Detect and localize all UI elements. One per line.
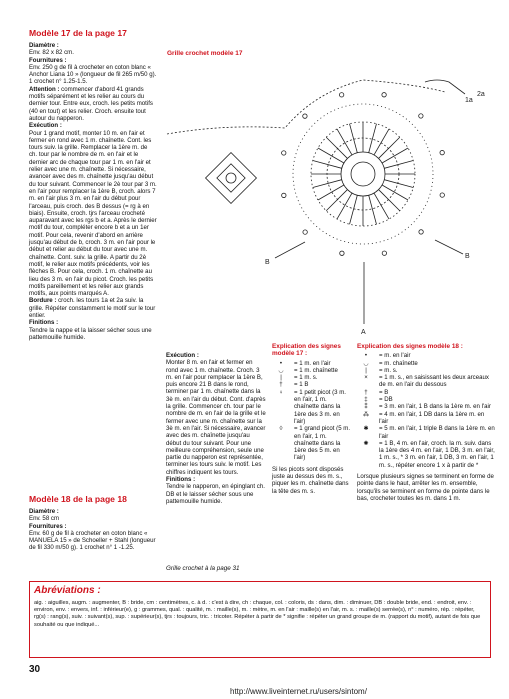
label-b-right: B	[465, 253, 470, 260]
legend-row	[357, 360, 495, 367]
legend-symbol: ⁂	[362, 410, 370, 418]
legend-row	[272, 374, 352, 381]
grid18-caption: Grille crochet à la page 31	[166, 565, 240, 572]
legend17	[272, 343, 352, 495]
legend-symbol: ✺	[363, 439, 369, 447]
legend-text: = 1 B	[294, 381, 309, 389]
m18-diam-label: Diamètre :	[29, 508, 59, 515]
legend-symbol: •	[279, 359, 283, 367]
legend-symbol: †	[364, 388, 368, 396]
legend18-title: Explication des signes modèle 18 :	[357, 343, 463, 350]
m18-fin-label: Finitions :	[166, 476, 196, 484]
abbreviations-title: Abréviations :	[34, 585, 101, 596]
legend-row	[357, 367, 495, 374]
legend-text: = 5 m. en l'air, 1 triple B dans la 1ère m. en l'air	[379, 425, 495, 440]
legend-symbol: ✱	[363, 425, 369, 433]
m17-four: Env. 250 g de fil à crocheter en coton blanc « Anchor Liana 10 » (longueur de fil 265 m/50 g). 1 crochet n° 1.25-1.5.	[29, 63, 157, 86]
legend-text: = 1 petit picot (3 m. en l'air, 1 m. chaînette dans la 1ère des 3 m. en l'air)	[294, 388, 346, 425]
model17-text	[29, 42, 157, 341]
legend-text: = 3 m. en l'air, 1 B dans la 1ère m. en l'air	[379, 403, 491, 411]
legend-row	[272, 425, 352, 461]
model17-title: Modèle 17 de la page 17	[29, 28, 127, 38]
legend17-items	[272, 360, 352, 462]
m17-att: commencer d'abord 41 grands motifs séparément et les relier au cours du dernier tour. Entre eux, croch. les petits motifs (40 en tout) et les relier. Croch. ensuite tout autour du napperon.	[29, 85, 153, 122]
legend-symbol: ‡	[364, 396, 368, 404]
legend-text: = B	[379, 388, 389, 396]
legend18	[357, 343, 495, 502]
label-a: A	[361, 329, 366, 336]
legend-symbol: ◡	[278, 366, 284, 374]
legend-row	[357, 411, 495, 426]
legend-text: = 1 m. en l'air	[294, 359, 331, 367]
legend-row	[272, 360, 352, 367]
legend-text: = 1 m. s.	[294, 374, 318, 382]
legend-text: = DB	[379, 396, 393, 404]
legend18-note: Lorsque plusieurs signes se terminent en forme de pointe dans le haut, arrêter les m. ensemble, lorsqu'ils se terminent en forme de pointe dans le bas, crocheter toutes les m. dans 1 m.	[357, 473, 494, 502]
legend-row	[357, 403, 495, 410]
legend-symbol: ◡	[363, 359, 369, 367]
m17-bord: croch. les tours 1a et 2a suiv. la grille. Répéter constamment le motif sur le tour entier.	[29, 297, 156, 319]
model18-text-b	[166, 352, 266, 505]
legend-text: = 1 B, 4 m. en l'air, croch. la m. suiv. dans la 1ère des 4 m. en l'air, 1 DB, 3 m. en l'air, 1 m. s., * 3 m. en l'air, 1 DB, 3 m. en l'air, 1 m. s., répéter encore 1 x à partir de *	[379, 439, 495, 469]
crochet-diagram	[165, 62, 495, 342]
legend-row	[272, 367, 352, 374]
legend-row	[357, 396, 495, 403]
label-b-left: B	[265, 259, 270, 266]
legend-symbol: ×	[364, 374, 368, 382]
legend-text: = 1 m. chaînette	[294, 366, 338, 374]
legend-symbol: ⁑	[364, 403, 368, 411]
model18-text-a	[29, 508, 157, 552]
legend-text: = m. chaînette	[379, 359, 418, 367]
m18-diam: Env. 58 cm	[29, 515, 60, 523]
legend-row	[272, 389, 352, 425]
m17-bord-label: Bordure :	[29, 297, 57, 305]
legend-symbol: •	[364, 352, 368, 360]
legend-text: = 1 m. s., en saisissant les deux arceaux de m. en l'air du dessous	[379, 374, 489, 389]
m17-exec-label: Exécution :	[29, 122, 62, 130]
legend-symbol: †	[279, 381, 283, 389]
legend17-title: Explication des signes modèle 17 :	[272, 343, 341, 358]
legend-row	[272, 381, 352, 388]
source-url: http://www.liveinternet.ru/users/sintom/	[230, 687, 367, 696]
legend-symbol: ◊	[279, 425, 283, 433]
label-2a: 2a	[477, 91, 485, 98]
legend-row	[357, 374, 495, 389]
legend-row	[357, 425, 495, 440]
legend18-items	[357, 352, 495, 469]
legend-text: = m. en l'air	[379, 352, 411, 360]
page-number: 30	[29, 664, 41, 675]
m17-fin-label: Finitions :	[29, 319, 59, 327]
legend-text: = 1 grand picot (5 m. en l'air, 1 m. chaînette dans la 1ère des 5 m. en l'air)	[294, 425, 351, 462]
legend-symbol: |	[365, 366, 367, 374]
grid17-title: Grille crochet modèle 17	[167, 50, 243, 57]
m18-exec-label: Exécution :	[166, 352, 199, 359]
legend-row	[357, 440, 495, 469]
m18-four: Env. 60 g de fil à crocheter en coton blanc « MANUELA 15 » de Schoeller + Stahl (longueur de fil 330 m/50 g). 1 crochet n° 1 -1.25.	[29, 529, 156, 552]
label-1a: 1a	[465, 97, 473, 104]
legend-symbol: |	[280, 374, 282, 382]
legend-text: = 4 m. en l'air, 1 DB dans la 1ère m. en l'air	[379, 410, 485, 425]
legend-symbol: ♀	[278, 388, 284, 396]
abbreviations-text: aig. : aiguilles, augm. : augmenter, B : bride, cm : centimètres, c. à d. : c'est à dire, ch : chaque, col. : coloris, ds : dans, dim. : diminuer, DB : double bride, end. : endroit, env. : environ, env. : envers, inf. : inférieur(e), g : grammes, qual. : qualité, m. : maille(s), m. : mètre, m. en l'air : maille(s) en l'air, m. s. : maille(s) serrée(s), n° : numéro, rép. : répéter, rg(s) : rang(s), suiv. : suivant(s), sup. : supérieur(s), tjrs : toujours, tric. : tricoter. Répéter à partir de * signifie : répéter un grand groupe de m. (rapport du motif), autant de fois que souhaité ou que indiqué...	[34, 600, 481, 628]
m17-diam-label: Diamètre :	[29, 42, 59, 49]
legend-row	[357, 389, 495, 396]
m18-four-label: Fournitures :	[29, 522, 67, 530]
legend17-note: Si les picots sont disposés juste au dessus des m. s., piquer les m. chaînette dans la tête des m. s.	[272, 465, 349, 495]
model18-title: Modèle 18 de la page 18	[29, 494, 127, 504]
m17-four-label: Fournitures :	[29, 56, 67, 64]
abbreviations-box	[29, 581, 491, 658]
legend-row	[357, 352, 495, 359]
m17-diam: Env. 82 x 82 cm.	[29, 49, 74, 57]
legend-text: = m. s.	[379, 366, 398, 374]
m18-exec: Monter 8 m. en l'air et fermer en rond avec 1 m. chaînette. Croch. 3 m. en l'air pour remplacer la 1ère B, puis encore 21 B dans le rond, terminer par 1 m. chaînette dans la 3è m. en l'air du début. Cont. d'après la grille. Commencer ch. tour par le nombre de m. en l'air de la grille et le fermer avec une m. chaînette sur la 3è m. en l'air. Si nécessaire, avancer avec des m. chaînette jusqu'au début du tour suivant. Pour une meilleure compréhension, seule une partie du napperon est représentée, terminer les tours suiv. le motif. Les chiffres indiquent les tours.	[166, 359, 266, 476]
m18-fin: Tendre le napperon, en épinglant ch. DB et le laisser sécher sous une pattemouille humide.	[166, 483, 265, 505]
m17-att-label: Attention :	[29, 85, 60, 93]
m17-exec: Pour 1 grand motif, monter 10 m. en l'air et fermer en rond avec 1 m. chaînette. Cont. les tours suiv. la grille. Remplacer la 1ère m. de ch. tour par le nombre de m. en l'air et le dernier arc de chaque tour par 1 m. en l'air et relier avec une m. chaînette. Si nécessaire, avancer avec des m. chaînette jusqu'au début du tour suivant. Commencer le 2è tour par 3 m. en l'air pour remplacer la 1ère B, croch. alors 7 m. en l'air plus 3 m. en l'air du début pour l'arceau, puis croch. des B dessus (= rg à en biais). Ensuite, croch. tjrs l'arceau crocheté auparavant avec les rgs b et a. Après le dernier motif du tour, compléter encore b et a un 1er motif. Pour cela, revenir d'abord en arrière jusqu'au début de b, croch. 3 m. en l'air pour le début et relier au début du tour avec une m. chaînette. Cont. suiv. la grille. A partir du 2è motif, le relier aux motifs précédents, voir les flèches B. Pour cela, croch. 1 m. chaînette au lieu des 3 m. en l'air du picot. Croch. les petits motifs pareillement et les relier aux grands motifs, aux points marqués A.	[29, 129, 157, 298]
m17-fin: Tendre la nappe et la laisser sécher sous une pattemouille humide.	[29, 326, 152, 341]
